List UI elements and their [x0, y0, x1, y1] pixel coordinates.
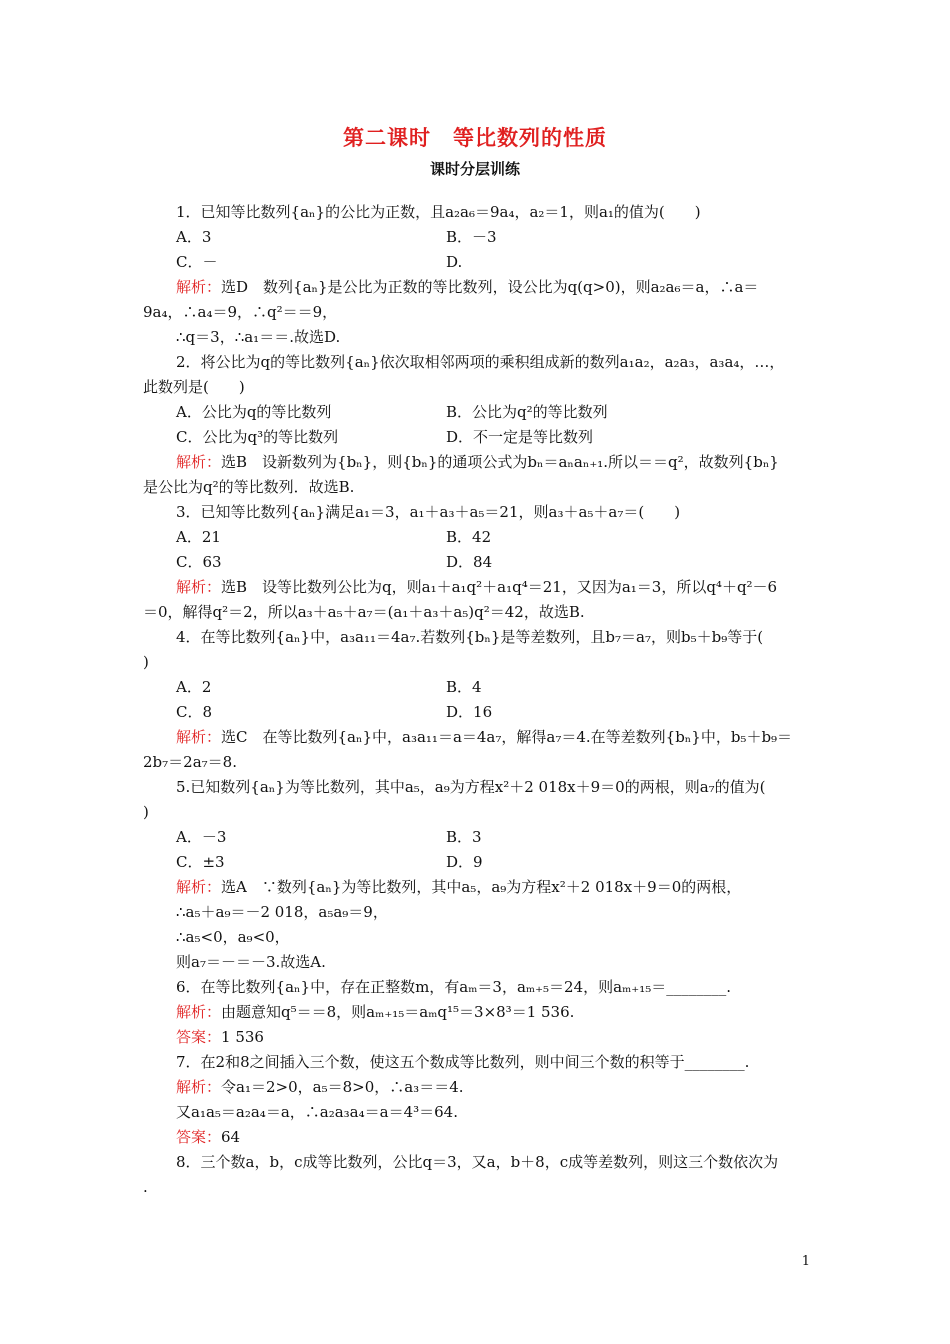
analysis-label: 解析： — [176, 728, 222, 746]
q3-analysis-line-2: ＝0，解得q²＝2，所以a₃＋a₅＋a₇＝(a₁＋a₃＋a₅)q²＝42，故选B. — [143, 603, 585, 621]
q3-option-d: D．84 — [446, 553, 493, 571]
analysis-label: 解析： — [176, 278, 222, 296]
analysis-label: 解析： — [176, 1003, 222, 1021]
q4-options-row-1 — [143, 675, 808, 700]
q3-option-a: A．21 — [176, 528, 221, 546]
q8-stem: 8．三个数a，b，c成等比数列，公比q＝3，又a，b＋8，c成等差数列，则这三个数依次为 — [176, 1153, 779, 1171]
q5-option-c: C．±3 — [176, 853, 225, 871]
q3-option-b: B．42 — [446, 528, 492, 546]
q6-stem: 6．在等比数列{aₙ}中，存在正整数m，有aₘ＝3，aₘ₊₅＝24，则aₘ₊₁₅＝________. — [176, 978, 731, 996]
q5-stem-line-2: ) — [143, 803, 149, 821]
q7-stem: 7．在2和8之间插入三个数，使这五个数成等比数列，则中间三个数的积等于________. — [176, 1053, 750, 1071]
q6-answer — [143, 1025, 808, 1050]
q8-stem-line-2: . — [143, 1178, 148, 1196]
q1-analysis-text: 选D 数列{aₙ}是公比为正数的等比数列，设公比为q(q>0)，则a₂a₆＝a，∴a＝ — [221, 278, 759, 296]
q5-analysis — [143, 875, 808, 900]
q2-analysis-text: 选B 设新数列为{bₙ}，则{bₙ}的通项公式为bₙ＝aₙaₙ₊₁.所以＝＝q²，故数列{bₙ} — [221, 453, 779, 471]
q1-option-d: D. — [446, 253, 463, 271]
q5-analysis-line-2: ∴a₅＋a₉＝－2 018，a₅a₉＝9， — [176, 903, 388, 921]
q3-options-row-2 — [143, 550, 808, 575]
q3-analysis — [143, 575, 808, 600]
q4-stem: 4．在等比数列{aₙ}中，a₃a₁₁＝4a₇.若数列{bₙ}是等差数列，且b₇＝a₇，则b₅＋b₉等于( — [176, 628, 764, 646]
q1-stem: 1．已知等比数列{aₙ}的公比为正数，且a₂a₆＝9a₄，a₂＝1，则a₁的值为( ) — [176, 203, 701, 221]
q2-option-c: C．公比为q³的等比数列 — [176, 428, 339, 446]
q7-analysis — [143, 1075, 808, 1100]
q5-option-a: A．－3 — [176, 828, 227, 846]
q1-analysis — [143, 275, 808, 300]
q2-option-a: A．公比为q的等比数列 — [176, 403, 332, 421]
q5-stem: 5.已知数列{aₙ}为等比数列，其中a₅，a₉为方程x²＋2 018x＋9＝0的两根，则a₇的值为( — [176, 778, 766, 796]
q7-analysis-text: 令a₁＝2>0，a₅＝8>0，∴a₃＝＝4. — [221, 1078, 464, 1096]
q4-analysis — [143, 725, 808, 750]
analysis-label: 解析： — [176, 1078, 222, 1096]
analysis-label: 解析： — [176, 878, 222, 896]
q5-option-d: D．9 — [446, 853, 483, 871]
q4-stem-line-2: ) — [143, 653, 149, 671]
q5-analysis-line-4: 则a₇＝－＝－3.故选A. — [176, 953, 326, 971]
q4-option-d: D．16 — [446, 703, 493, 721]
q3-option-c: C．63 — [176, 553, 222, 571]
q2-stem-line-2: 此数列是( ) — [143, 378, 245, 396]
q1-options-row-2 — [143, 250, 808, 275]
q4-option-b: B．4 — [446, 678, 482, 696]
q2-option-b: B．公比为q²的等比数列 — [446, 403, 608, 421]
q1-options-row-1 — [143, 225, 808, 250]
q5-analysis-line-3: ∴a₅<0，a₉<0， — [176, 928, 290, 946]
q7-analysis-line-2: 又a₁a₅＝a₂a₄＝a，∴a₂a₃a₄＝a＝4³＝64. — [176, 1103, 458, 1121]
q3-analysis-text: 选B 设等比数列公比为q，则a₁＋a₁q²＋a₁q⁴＝21，又因为a₁＝3，所以q⁴＋q²－6 — [221, 578, 778, 596]
q1-option-c: C．－ — [176, 253, 218, 271]
q2-stem: 2．将公比为q的等比数列{aₙ}依次取相邻两项的乘积组成新的数列a₁a₂，a₂a₃，a₃a₄，…， — [176, 353, 785, 371]
page-subtitle: 课时分层训练 — [429, 160, 520, 178]
page-title: 第二课时 等比数列的性质 — [343, 125, 607, 150]
q1-option-b: B．－3 — [446, 228, 497, 246]
q5-option-b: B．3 — [446, 828, 482, 846]
page-number: 1 — [801, 1254, 810, 1269]
q1-option-a: A．3 — [176, 228, 212, 246]
q3-stem: 3．已知等比数列{aₙ}满足a₁＝3，a₁＋a₃＋a₅＝21，则a₃＋a₅＋a₇＝( ) — [176, 503, 681, 521]
q2-options-row-1 — [143, 400, 808, 425]
q2-options-row-2 — [143, 425, 808, 450]
q7-answer-text: 64 — [221, 1128, 241, 1146]
q4-analysis-text: 选C 在等比数列{aₙ}中，a₃a₁₁＝a＝4a₇，解得a₇＝4.在等差数列{bₙ}中，b₅＋b₉＝ — [221, 728, 793, 746]
analysis-label: 解析： — [176, 578, 222, 596]
q2-option-d: D．不一定是等比数列 — [446, 428, 594, 446]
q4-option-c: C．8 — [176, 703, 213, 721]
q5-analysis-text: 选A ∵数列{aₙ}为等比数列，其中a₅，a₉为方程x²＋2 018x＋9＝0的两根， — [221, 878, 742, 896]
analysis-label: 解析： — [176, 453, 222, 471]
answer-label: 答案： — [176, 1128, 222, 1146]
q1-analysis-line-2: 9a₄，∴a₄＝9，∴q²＝＝9， — [143, 303, 338, 321]
q5-options-row-2 — [143, 850, 808, 875]
q4-option-a: A．2 — [176, 678, 212, 696]
q2-analysis-line-2: 是公比为q²的等比数列．故选B. — [143, 478, 355, 496]
q6-analysis-text: 由题意知q⁵＝＝8，则aₘ₊₁₅＝aₘq¹⁵＝3×8³＝1 536. — [221, 1003, 575, 1021]
exercise-content — [143, 200, 808, 1200]
q3-options-row-1 — [143, 525, 808, 550]
q7-answer — [143, 1125, 808, 1150]
q6-analysis — [143, 1000, 808, 1025]
q2-analysis — [143, 450, 808, 475]
q1-analysis-line-3: ∴q＝3，∴a₁＝＝.故选D. — [176, 328, 341, 346]
answer-label: 答案： — [176, 1028, 222, 1046]
q5-options-row-1 — [143, 825, 808, 850]
q4-options-row-2 — [143, 700, 808, 725]
q6-answer-text: 1 536 — [221, 1028, 264, 1046]
q4-analysis-line-2: 2b₇＝2a₇＝8. — [143, 753, 237, 771]
